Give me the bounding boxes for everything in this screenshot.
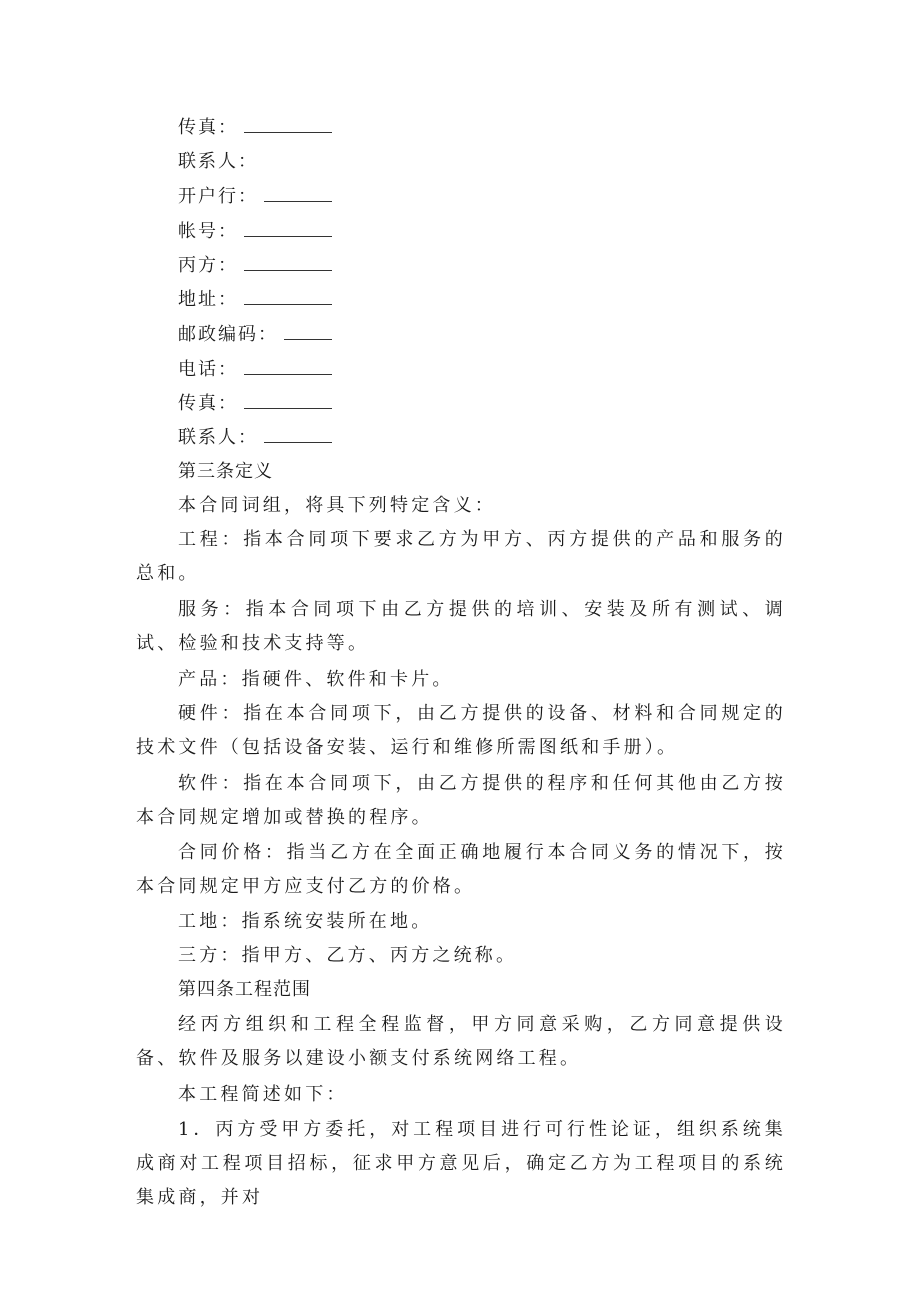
definition-engineering: 工程：指本合同项下要求乙方为甲方、丙方提供的产品和服务的总和。 — [136, 529, 786, 584]
contact-person-field-2 — [178, 426, 332, 450]
address-field — [178, 288, 332, 312]
definition-three-parties: 三方：指甲方、乙方、丙方之统称。 — [178, 945, 518, 966]
postal-code-field — [178, 323, 332, 347]
definition-software: 软件：指在本合同项下，由乙方提供的程序和任何其他由乙方按本合同规定增加或替换的程序。 — [136, 773, 786, 828]
phone-field — [178, 358, 332, 382]
fax-field-2 — [178, 392, 332, 416]
contact-person-field — [178, 150, 258, 174]
fill-blank — [284, 325, 332, 340]
definition-hardware: 硬件：指在本合同项下，由乙方提供的设备、材料和合同规定的技术文件（包括设备安装、运行和维修所需图纸和手册）。 — [136, 703, 786, 758]
fill-blank — [244, 360, 332, 375]
field-label: 联系人： — [178, 427, 258, 448]
party-c-field — [178, 254, 332, 278]
fill-blank — [244, 394, 332, 409]
fill-blank — [244, 256, 332, 271]
definition-site: 工地：指系统安装所在地。 — [178, 911, 433, 932]
section4-heading: 第四条工程范围 — [178, 979, 311, 1000]
fill-blank — [244, 290, 332, 305]
definition-product: 产品：指硬件、软件和卡片。 — [178, 669, 454, 690]
definition-contract-price: 合同价格：指当乙方在全面正确地履行本合同义务的情况下，按本合同规定甲方应支付乙方的价格。 — [136, 842, 786, 897]
fill-blank — [264, 428, 332, 443]
field-label: 联系人： — [178, 151, 258, 172]
field-label: 邮政编码： — [178, 324, 278, 345]
section4-scope: 经丙方组织和工程全程监督，甲方同意采购，乙方同意提供设备、软件及服务以建设小额支付系统网络工程。 — [136, 1014, 786, 1069]
fill-blank — [264, 187, 332, 202]
section3-intro: 本合同词组，将具下列特定含义： — [178, 495, 496, 516]
bank-field — [178, 185, 332, 209]
section4-item-1: 1．丙方受甲方委托，对工程项目进行可行性论证，组织系统集成商对工程项目招标，征求甲方意见后，确定乙方为工程项目的系统集成商，并对 — [136, 1119, 786, 1208]
field-label: 电话： — [178, 359, 238, 380]
field-label: 丙方： — [178, 255, 238, 276]
definition-service: 服务：指本合同项下由乙方提供的培训、安装及所有测试、调试、检验和技术支持等。 — [136, 599, 786, 654]
section3-heading: 第三条定义 — [178, 461, 273, 482]
fill-blank — [244, 118, 332, 133]
field-label: 传真： — [178, 117, 238, 138]
field-label: 开户行： — [178, 186, 258, 207]
field-label: 地址： — [178, 289, 238, 310]
field-label: 传真： — [178, 393, 238, 414]
account-field — [178, 220, 332, 244]
field-label: 帐号： — [178, 221, 238, 242]
fax-field — [178, 116, 332, 140]
section4-summary-intro: 本工程简述如下： — [178, 1084, 348, 1105]
fill-blank — [244, 222, 332, 237]
